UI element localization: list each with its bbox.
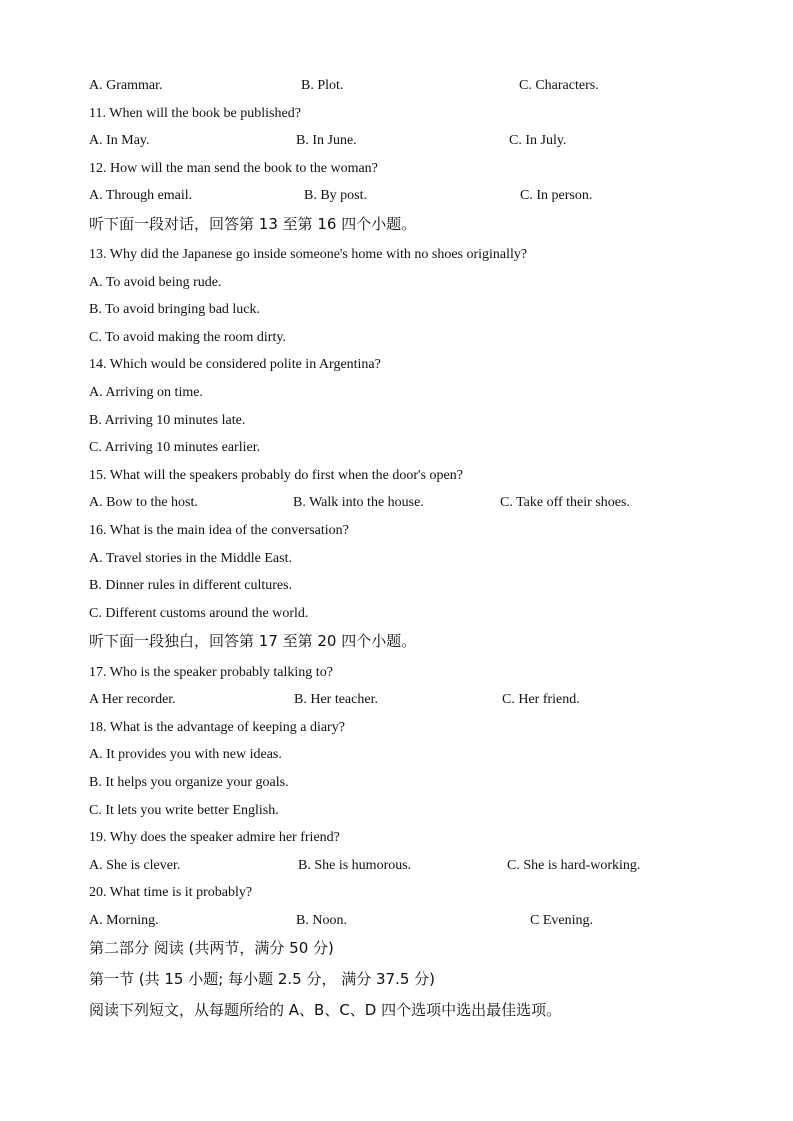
question-line: 12. How will the man send the book to the woman? xyxy=(89,161,378,176)
question-line: A. Travel stories in the Middle East. xyxy=(89,551,292,566)
answer-option: A Her recorder. xyxy=(89,692,176,707)
answer-option: B. By post. xyxy=(304,188,368,203)
section-instruction: 听下面一段对话，回答第 13 至第 16 四个小题。 xyxy=(89,215,417,233)
question-line: 15. What will the speakers probably do first when the door's open? xyxy=(89,468,463,483)
question-line: A. Arriving on time. xyxy=(89,385,203,400)
question-line: B. To avoid bringing bad luck. xyxy=(89,302,261,317)
question-line: B. Arriving 10 minutes late. xyxy=(89,413,246,428)
section-instruction: 第一节 (共 15 小题; 每小题 2.5 分， 满分 37.5 分) xyxy=(89,970,436,988)
question-line: B. Dinner rules in different cultures. xyxy=(89,578,293,593)
answer-option: C. Take off their shoes. xyxy=(500,495,630,510)
question-line: 16. What is the main idea of the conversation? xyxy=(89,523,349,538)
answer-option: A. She is clever. xyxy=(89,858,181,873)
question-line: C. It lets you write better English. xyxy=(89,803,279,818)
section-instruction: 阅读下列短文，从每题所给的 A、B、C、D 四个选项中选出最佳选项。 xyxy=(89,1001,562,1019)
question-line: C. To avoid making the room dirty. xyxy=(89,330,286,345)
section-instruction: 听下面一段独白，回答第 17 至第 20 四个小题。 xyxy=(89,632,417,650)
answer-option: C. Characters. xyxy=(519,78,599,93)
question-line: 19. Why does the speaker admire her friend? xyxy=(89,830,340,845)
question-line: A. To avoid being rude. xyxy=(89,275,222,290)
answer-option: B. She is humorous. xyxy=(298,858,412,873)
question-line: C. Arriving 10 minutes earlier. xyxy=(89,440,261,455)
answer-option: A. In May. xyxy=(89,133,150,148)
question-line: 20. What time is it probably? xyxy=(89,885,253,900)
answer-option: C Evening. xyxy=(530,913,593,928)
answer-option: A. Grammar. xyxy=(89,78,163,93)
answer-option: A. Through email. xyxy=(89,188,193,203)
question-line: 13. Why did the Japanese go inside someone's home with no shoes originally? xyxy=(89,247,528,262)
answer-option: A. Morning. xyxy=(89,913,159,928)
answer-option: B. In June. xyxy=(296,133,357,148)
section-instruction: 第二部分 阅读 (共两节，满分 50 分) xyxy=(89,939,334,957)
answer-option: C. Her friend. xyxy=(502,692,580,707)
question-line: 11. When will the book be published? xyxy=(89,106,301,121)
answer-option: C. In July. xyxy=(509,133,567,148)
question-line: A. It provides you with new ideas. xyxy=(89,747,282,762)
answer-option: B. Walk into the house. xyxy=(293,495,424,510)
answer-option: B. Noon. xyxy=(296,913,347,928)
answer-option: C. In person. xyxy=(520,188,593,203)
question-line: 18. What is the advantage of keeping a diary? xyxy=(89,720,345,735)
answer-option: C. She is hard-working. xyxy=(507,858,641,873)
question-line: 14. Which would be considered polite in Argentina? xyxy=(89,357,381,372)
question-line: B. It helps you organize your goals. xyxy=(89,775,289,790)
answer-option: B. Plot. xyxy=(301,78,344,93)
answer-option: B. Her teacher. xyxy=(294,692,378,707)
answer-option: A. Bow to the host. xyxy=(89,495,198,510)
question-line: C. Different customs around the world. xyxy=(89,606,309,621)
question-line: 17. Who is the speaker probably talking to? xyxy=(89,665,333,680)
